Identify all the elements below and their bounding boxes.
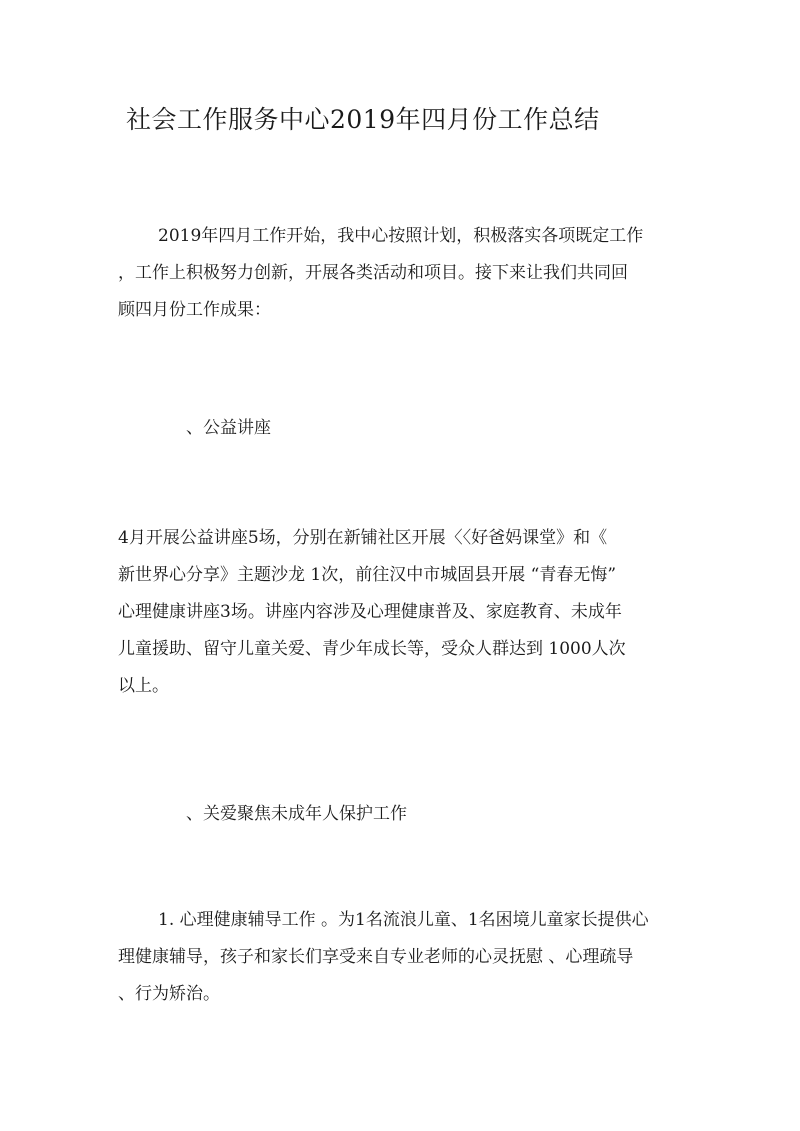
- counseling-line: 1. 心理健康辅导工作 。为1名流浪儿童、1名困境儿童家长提供心: [158, 910, 649, 930]
- intro-line: 2019年四月工作开始，我中心按照计划，积极落实各项既定工作: [158, 226, 644, 246]
- intro-line: ，工作上积极努力创新，开展各类活动和项目。接下来让我们共同回: [118, 263, 628, 283]
- counseling-line: 、行为矫治。: [118, 984, 220, 1004]
- counseling-line: 理健康辅导，孩子和家长们享受来自专业老师的心灵抚慰 、心理疏导: [118, 947, 634, 967]
- lecture-line: 4月开展公益讲座5场，分别在新铺社区开展〈〈好爸妈课堂》和《: [118, 528, 608, 548]
- section-heading-minor-protection: 、关爱聚焦未成年人保护工作: [186, 804, 407, 824]
- document-title: 社会工作服务中心2019年四月份工作总结: [126, 105, 600, 134]
- intro-paragraph: [118, 218, 643, 329]
- counseling-paragraph: [118, 902, 649, 1013]
- lecture-line: 心理健康讲座3场。讲座内容涉及心理健康普及、家庭教育、未成年: [118, 602, 622, 622]
- lecture-line: 儿童援助、留守儿童关爱、青少年成长等，受众人群达到 1000人次: [118, 639, 626, 659]
- intro-line: 顾四月份工作成果：: [118, 300, 271, 320]
- section-heading-public-lectures: 、公益讲座: [186, 418, 271, 438]
- lecture-line: 新世界心分享》主题沙龙 1次，前往汉中市城固县开展 “青春无悔”: [118, 565, 617, 585]
- lecture-paragraph: [118, 520, 626, 705]
- lecture-line: 以上。: [118, 676, 169, 696]
